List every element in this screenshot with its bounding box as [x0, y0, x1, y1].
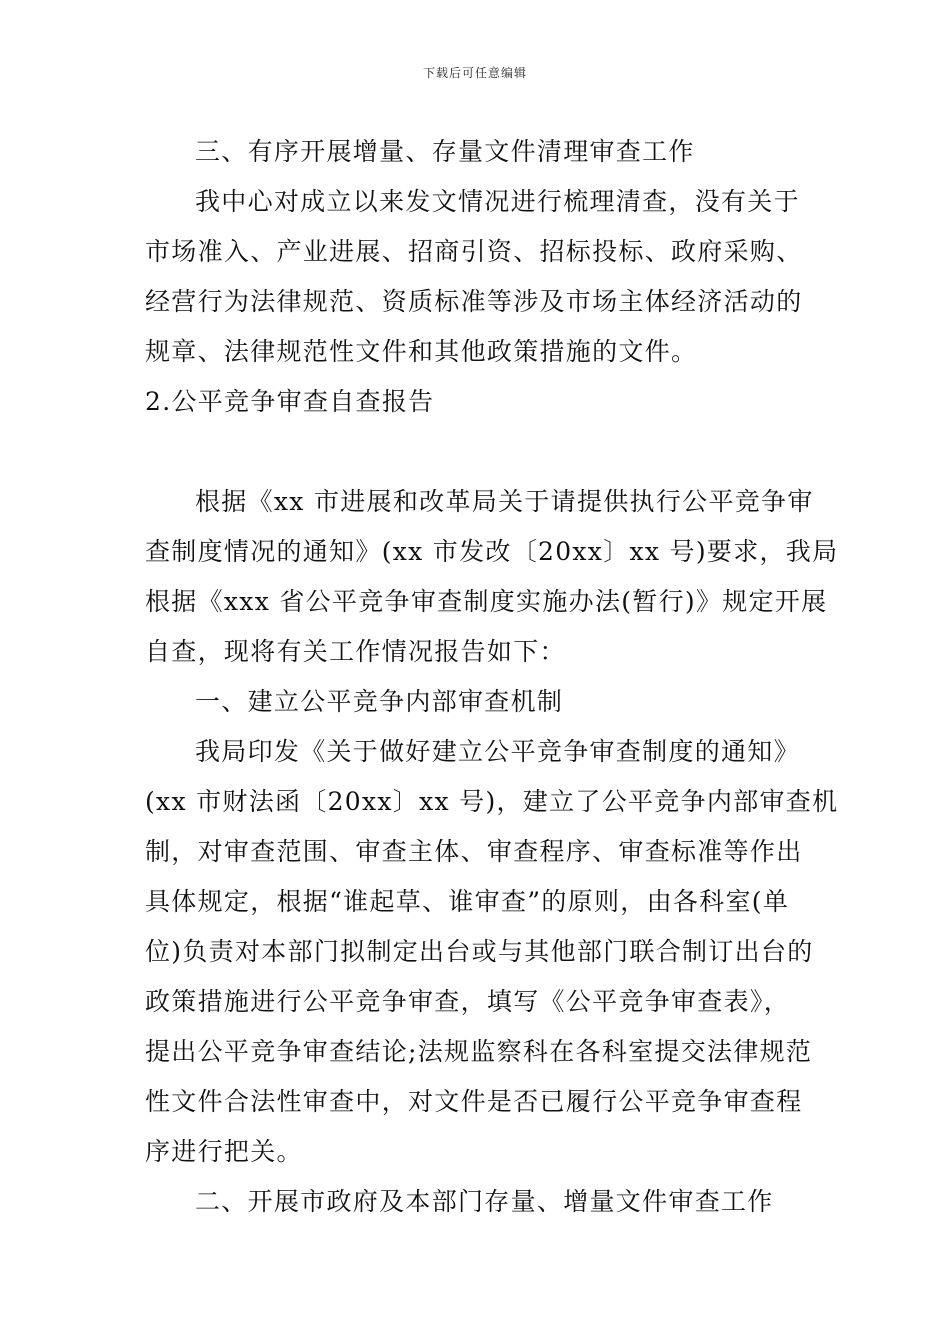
section-heading-2: 二、开展市政府及本部门存量、增量文件审查工作: [195, 1187, 774, 1216]
paragraph-line: 序进行把关。: [145, 1137, 303, 1166]
paragraph-line: 位)负责对本部门拟制定出台或与其他部门联合制订出台的: [145, 937, 814, 966]
paragraph-line: 我局印发《关于做好建立公平竞争审查制度的通知》: [195, 737, 800, 766]
section-heading-3: 三、有序开展增量、存量文件清理审查工作: [195, 137, 695, 166]
paragraph-line: 提出公平竞争审查结论;法规监察科在各科室提交法律规范: [145, 1037, 813, 1066]
paragraph-line: 规章、法律规范性文件和其他政策措施的文件。: [145, 337, 698, 366]
paragraph-line: 根据《xxx 省公平竞争审查制度实施办法(暂行)》规定开展: [145, 587, 828, 616]
paragraph-line: 根据《xx 市进展和改革局关于请提供执行公平竞争审: [195, 487, 814, 516]
paragraph-line: (xx 市财法函〔20xx〕xx 号)，建立了公平竞争内部审查机: [145, 787, 839, 816]
document-title: 2.公平竞争审查自查报告: [145, 387, 435, 416]
paragraph-line: 经营行为法律规范、资质标准等涉及市场主体经济活动的: [145, 287, 803, 316]
paragraph-line: 自查，现将有关工作情况报告如下：: [145, 637, 566, 666]
paragraph-line: 查制度情况的通知》(xx 市发改〔20xx〕xx 号)要求，我局: [145, 537, 839, 566]
paragraph-line: 我中心对成立以来发文情况进行梳理清查，没有关于: [195, 187, 800, 216]
paragraph-line: 性文件合法性审查中，对文件是否已履行公平竞争审查程: [145, 1087, 803, 1116]
section-heading-1: 一、建立公平竞争内部审查机制: [195, 687, 564, 716]
paragraph-line: 制，对审查范围、审查主体、审查程序、审查标准等作出: [145, 837, 803, 866]
paragraph-line: 政策措施进行公平竞争审查，填写《公平竞争审查表》，: [145, 987, 791, 1016]
page-header-note: 下载后可任意编辑: [422, 66, 527, 80]
paragraph-line: 市场准入、产业进展、招商引资、招标投标、政府采购、: [145, 237, 803, 266]
paragraph-line: 具体规定，根据“谁起草、谁审查”的原则，由各科室(单: [145, 887, 790, 916]
